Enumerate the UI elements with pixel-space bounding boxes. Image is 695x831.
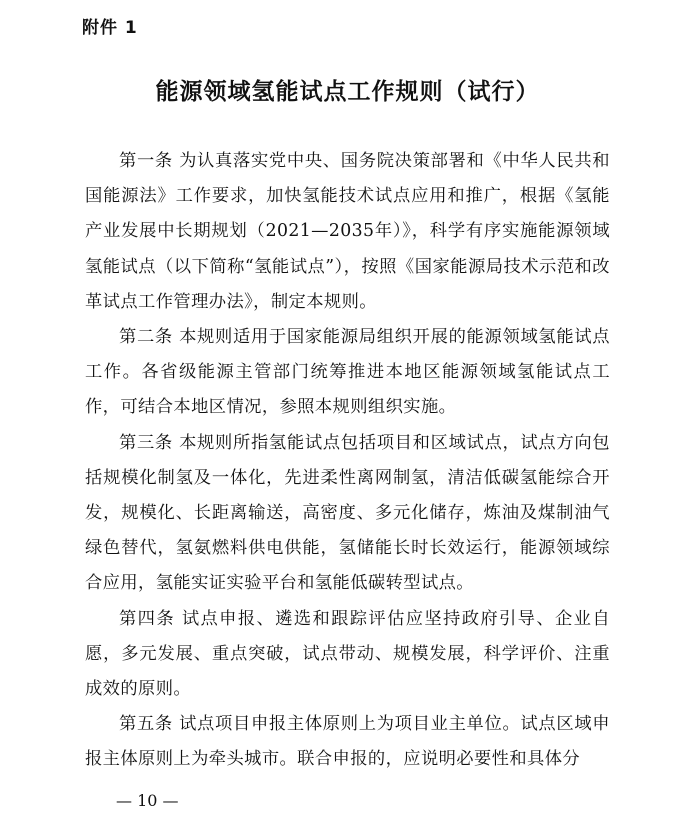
paragraph-article-3: 第三条 本规则所指氢能试点包括项目和区域试点，试点方向包括规模化制氢及一体化，先进柔性离网制氢，清洁低碳氢能综合开发，规模化、长距离输送，高密度、多元化储存，炼油及煤制油气绿色替代，氢氨燃料供电供能，氢储能长时长效运行，能源领域综合应用，氢能实证实验平台和氢能低碳转型试点。 (85, 432, 610, 594)
document-title: 能源领域氢能试点工作规则（试行） (155, 79, 540, 105)
paragraph-article-1: 第一条 为认真落实党中央、国务院决策部署和《中华人民共和国能源法》工作要求，加快氢能技术试点应用和推广，根据《氢能产业发展中长期规划（2021—2035年）》，科学有序实施能源领域氢能试点（以下简称“氢能试点”），按照《国家能源局技术示范和改革试点工作管理办法》，制定本规则。 (85, 151, 610, 312)
paragraph-article-4: 第四条 试点申报、遴选和跟踪评估应坚持政府引导、企业自愿，多元发展、重点突破，试点带动、规模发展，科学评价、注重成效的原则。 (85, 608, 610, 700)
paragraph-article-5: 第五条 试点项目申报主体原则上为项目业主单位。试点区域申报主体原则上为牵头城市。联合申报的，应说明必要性和具体分 (85, 714, 610, 770)
paragraph-article-2: 第二条 本规则适用于国家能源局组织开展的能源领域氢能试点工作。各省级能源主管部门统筹推进本地区能源领域氢能试点工作，可结合本地区情况，参照本规则组织实施。 (85, 327, 610, 418)
page-number: — 10 — (116, 791, 179, 810)
attachment-label: 附件 1 (82, 18, 138, 38)
document-body (85, 144, 610, 778)
